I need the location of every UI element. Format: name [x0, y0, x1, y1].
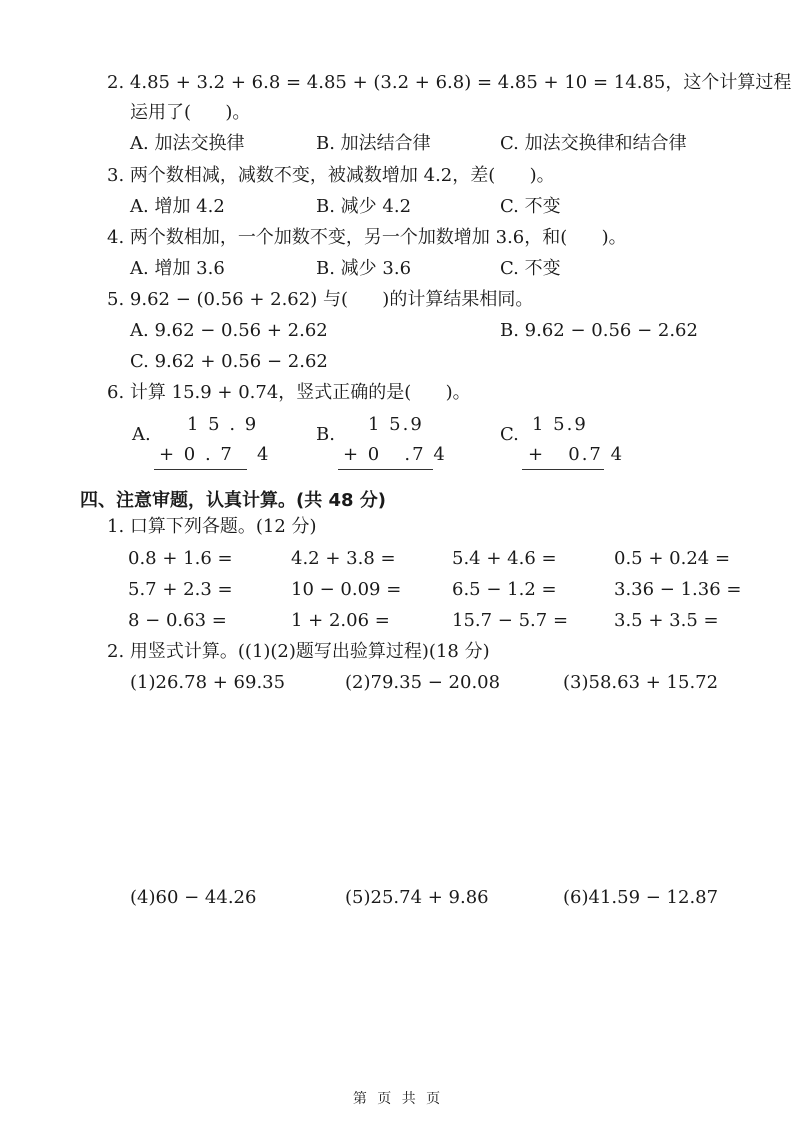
part-1-title: 1. 口算下列各题。(12 分) — [107, 516, 317, 537]
question-4-option-b[interactable]: B. 减少 3.6 — [316, 258, 412, 279]
vertical-calc-item-3: (3)58.63 + 15.72 — [563, 672, 719, 693]
mental-calc-item: 3.5 + 3.5 = — [614, 610, 719, 631]
vertical-calc-item-6: (6)41.59 − 12.87 — [563, 887, 719, 908]
vertical-underline — [522, 469, 604, 470]
option-label: B. — [316, 424, 335, 445]
section-4-title: 四、注意审题，认真计算。(共 48 分) — [80, 490, 387, 511]
question-3-stem: 3. 两个数相减，减数不变，被减数增加 4.2，差( )。 — [107, 165, 555, 186]
vertical-calc-item-1: (1)26.78 + 69.35 — [130, 672, 286, 693]
question-2-option-c[interactable]: C. 加法交换律和结合律 — [500, 133, 687, 154]
vertical-row-1: 1 5 . 9 — [187, 414, 259, 435]
mental-calc-item: 8 − 0.63 = — [128, 610, 227, 631]
mental-calc-item: 4.2 + 3.8 = — [291, 548, 396, 569]
mental-calc-item: 10 − 0.09 = — [291, 579, 402, 600]
vertical-calc-item-4: (4)60 − 44.26 — [130, 887, 257, 908]
mental-calc-item: 5.4 + 4.6 = — [452, 548, 557, 569]
vertical-row-1: 1 5.9 — [368, 414, 424, 435]
vertical-calc-item-5: (5)25.74 + 9.86 — [345, 887, 489, 908]
question-5-option-a[interactable]: A. 9.62 − 0.56 + 2.62 — [130, 320, 328, 341]
page-footer: 第 页 共 页 — [352, 1091, 441, 1107]
question-2-option-a[interactable]: A. 加法交换律 — [130, 133, 245, 154]
mental-calc-item: 15.7 − 5.7 = — [452, 610, 569, 631]
vertical-calc-item-2: (2)79.35 − 20.08 — [345, 672, 501, 693]
vertical-row-2: + 0.7 4 — [528, 444, 625, 465]
question-6-option-b[interactable] — [316, 412, 446, 470]
mental-calc-item: 6.5 − 1.2 = — [452, 579, 557, 600]
question-6-option-a[interactable] — [132, 412, 271, 470]
question-3-option-b[interactable]: B. 减少 4.2 — [316, 196, 412, 217]
question-4-option-c[interactable]: C. 不变 — [500, 258, 561, 279]
question-2-option-b[interactable]: B. 加法结合律 — [316, 133, 431, 154]
question-2-stem-cont: 运用了( )。 — [130, 102, 251, 123]
vertical-row-1: 1 5.9 — [532, 414, 588, 435]
option-label: A. — [132, 424, 151, 445]
question-3-option-c[interactable]: C. 不变 — [500, 196, 561, 217]
vertical-row-2: + 0 .7 4 — [343, 444, 447, 465]
mental-calc-item: 3.36 − 1.36 = — [614, 579, 742, 600]
mental-calc-item: 5.7 + 2.3 = — [128, 579, 233, 600]
vertical-underline — [154, 469, 247, 470]
question-4-option-a[interactable]: A. 增加 3.6 — [130, 258, 225, 279]
mental-calc-item: 0.8 + 1.6 = — [128, 548, 233, 569]
question-5-stem: 5. 9.62 − (0.56 + 2.62) 与( )的计算结果相同。 — [107, 289, 534, 310]
question-6-stem: 6. 计算 15.9 + 0.74，竖式正确的是( )。 — [107, 382, 471, 403]
part-2-title: 2. 用竖式计算。((1)(2)题写出验算过程)(18 分) — [107, 641, 490, 662]
vertical-underline — [338, 469, 433, 470]
question-3-option-a[interactable]: A. 增加 4.2 — [130, 196, 225, 217]
mental-calc-item: 1 + 2.06 = — [291, 610, 390, 631]
vertical-row-2: + 0 . 7 4 — [159, 444, 271, 465]
mental-calc-item: 0.5 + 0.24 = — [614, 548, 731, 569]
question-4-stem: 4. 两个数相加，一个加数不变，另一个加数增加 3.6，和( )。 — [107, 227, 627, 248]
question-5-option-c[interactable]: C. 9.62 + 0.56 − 2.62 — [130, 351, 328, 372]
option-label: C. — [500, 424, 519, 445]
question-2-stem: 2. 4.85 + 3.2 + 6.8 = 4.85 + (3.2 + 6.8) = 4.85 + 10 = 14.85，这个计算过程 — [107, 72, 792, 93]
question-5-option-b[interactable]: B. 9.62 − 0.56 − 2.62 — [500, 320, 698, 341]
question-6-option-c[interactable] — [500, 412, 630, 470]
